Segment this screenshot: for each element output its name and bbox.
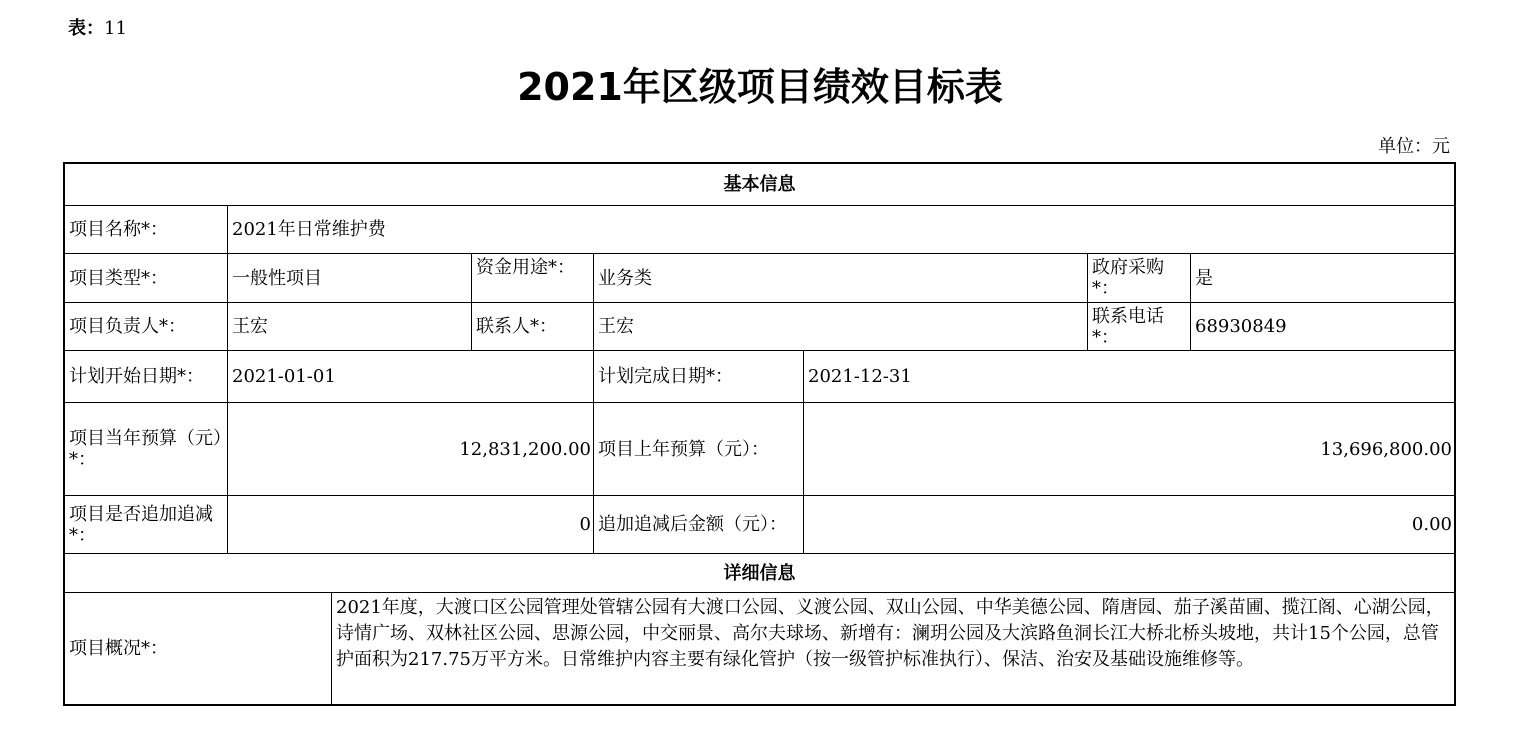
start-date-value: 2021-01-01 (228, 351, 594, 403)
start-date-label: 计划开始日期*： (65, 351, 228, 403)
page-title: 2021年区级项目绩效目标表 (517, 65, 1003, 109)
performance-table (64, 163, 1455, 705)
project-name-label: 项目名称*： (65, 206, 228, 254)
project-name-value: 2021年日常维护费 (228, 206, 1455, 254)
contact-value: 王宏 (594, 303, 1088, 351)
section-basic-info: 基本信息 (65, 164, 1455, 206)
fund-use-value: 业务类 (594, 254, 1088, 303)
contact-label: 联系人*： (472, 303, 594, 351)
adjusted-amount-label: 追加追减后金额（元）： (594, 496, 804, 554)
unit-label: 单位：元 (1378, 136, 1450, 157)
budget-prev-label: 项目上年预算（元）： (594, 403, 804, 496)
project-type-label: 项目类型*： (65, 254, 228, 303)
end-date-label: 计划完成日期*： (594, 351, 804, 403)
table-number (68, 14, 127, 40)
project-type-value: 一般性项目 (228, 254, 472, 303)
overview-label: 项目概况*： (65, 593, 332, 705)
adjust-value: 0 (228, 496, 594, 554)
table-number-label: 表： (68, 18, 104, 39)
phone-label: 联系电话*： (1088, 303, 1191, 351)
budget-prev-value: 13,696,800.00 (804, 403, 1455, 496)
fund-use-label: 资金用途*： (472, 254, 594, 303)
adjusted-amount-value: 0.00 (804, 496, 1455, 554)
section-detail-info: 详细信息 (65, 554, 1455, 593)
manager-value: 王宏 (228, 303, 472, 351)
overview-value: 2021年度，大渡口区公园管理处管辖公园有大渡口公园、义渡公园、双山公园、中华美德公园、隋唐园、茄子溪苗圃、揽江阁、心湖公园，诗情广场、双林社区公园、思源公园，中交丽景、高尔夫球场、新增有：澜玥公园及大滨路鱼洞长江大桥北桥头坡地，共计15个公园，总管护面积为217.75万平方米。日常维护内容主要有绿化管护（按一级管护标准执行）、保洁、治安及基础设施维修等。 (332, 593, 1455, 705)
table-number-value: 11 (104, 18, 127, 39)
end-date-value: 2021-12-31 (804, 351, 1455, 403)
manager-label: 项目负责人*： (65, 303, 228, 351)
gov-purchase-value: 是 (1191, 254, 1455, 303)
adjust-label: 项目是否追加追减*： (65, 496, 228, 554)
budget-current-label: 项目当年预算（元）*： (65, 403, 228, 496)
budget-current-value: 12,831,200.00 (228, 403, 594, 496)
phone-value: 68930849 (1191, 303, 1455, 351)
gov-purchase-label: 政府采购*： (1088, 254, 1191, 303)
